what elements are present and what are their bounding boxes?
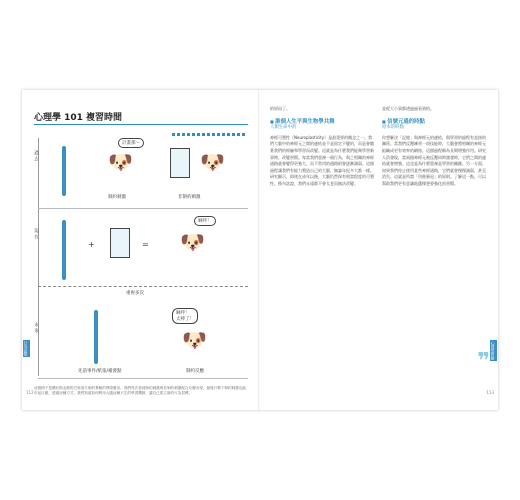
page-title: 心理學 101 複習時間 — [34, 113, 123, 123]
section-subheading: 原本的時點 — [382, 125, 404, 131]
dog-icon: 🐶 — [180, 230, 205, 254]
time-label-present: 現在 — [33, 228, 39, 240]
caption-unconditioned: 非制約刺激 — [178, 195, 201, 200]
page-number-right: 113 — [486, 390, 494, 395]
dog-icon: 🐶 — [200, 150, 225, 174]
figure-caption: 這個例子是關於斯金納的巴甫洛夫制約實驗的實際應用。我們每次看到制約刺激與非制約刺激配合反覆出現，最後只剩下制約刺激也能引起反應。透過這種方式，我們知道如何利用大腦這種天生的學習機制，讓自己建立新的行為習慣。 — [34, 386, 247, 396]
lever-icon — [62, 146, 66, 196]
dog-icon: 🐶 — [182, 328, 207, 352]
time-label-future: 未來 — [33, 322, 39, 334]
plus-icon: + — [88, 240, 95, 249]
section-heading: ■ 信號元過的時點 — [382, 119, 486, 126]
body-text: 你想解決「記憶」與神經元的連結，與學習的過程有直接的關係。當我們反覆練習一項技能時，大腦會將相關的神經元組織成更有效率的網絡。這個過程稱為長期增強作用。研究人員發現，當兩個神經元被反覆同時激發時，它們之間的連結就會增強。這也是為什麼重複是學習的關鍵。另一方面，如果我們停止使用某些神經通路，它們就會慢慢減弱，甚至消失。這就是所謂「用進廢退」的原則。了解這一點，可以幫助我們更有意識地選擇想要強化的習慣。 — [382, 134, 486, 186]
speech-bubble: 咻呼！ — [194, 216, 216, 226]
caption-present-stimulus: 先前事件/紙張/補發點 — [78, 369, 122, 374]
page-number-left: 112 — [26, 390, 34, 395]
door-icon — [170, 148, 190, 178]
lever-icon — [62, 220, 66, 280]
time-label-past: 過去 — [33, 150, 39, 162]
speech-bubble: 計畫那～ — [118, 138, 144, 148]
timeline-axis — [38, 138, 39, 376]
column-intro: 的原因了。 — [270, 106, 290, 111]
caption-response: 制約反應 — [186, 369, 204, 374]
equals-icon: = — [142, 240, 149, 249]
caption-neutral: 制約刺激 — [108, 195, 126, 200]
section-heading: ■ 誰個人生平與生物學共舞 — [270, 119, 374, 126]
text-column-2 — [382, 106, 486, 188]
speech-bubble: 咻呼！ 太棒了！ — [172, 308, 198, 324]
left-page — [22, 90, 260, 410]
side-tab-right: 心理學實驗 — [491, 341, 496, 360]
text-column-1 — [270, 106, 374, 188]
caption-repeat: 重複多次 — [126, 291, 144, 296]
lever-icon — [94, 310, 98, 364]
title-decoration — [172, 121, 247, 140]
quote-mark-icon: ❞ — [477, 349, 490, 374]
dashed-divider — [38, 286, 248, 287]
row-divider — [38, 208, 248, 209]
dog-icon: 🐶 — [108, 150, 133, 174]
section-subheading: 人類生命中的 — [270, 125, 297, 131]
row-divider — [38, 378, 248, 379]
right-page — [260, 90, 498, 410]
side-tab-left: 行為改變 — [24, 341, 29, 357]
column-intro: 並從大小事都透過過看到的。 — [382, 106, 434, 111]
door-icon — [110, 228, 130, 258]
book-spread — [22, 90, 498, 410]
body-text: 神經可塑性（Neuroplasticity）是最重要的概念之一。我們大腦中的神經元之間的連結並不是固定不變的，而是會隨著我們的經驗和學習而改變。這就是為什麼我們能夠學習新事物、改變習慣。每當我們重複一個行為，與之相關的神經通路就會變得更強大，而不常用的通路則會逐漸減弱。這個過程讓我們有能力塑造自己的大腦，無論年紀多大都一樣。研究顯示，即使在成年以後，大腦仍然保有相當程度的可塑性。換句話說，我們永遠都不會太老而無法改變。 — [270, 134, 374, 186]
